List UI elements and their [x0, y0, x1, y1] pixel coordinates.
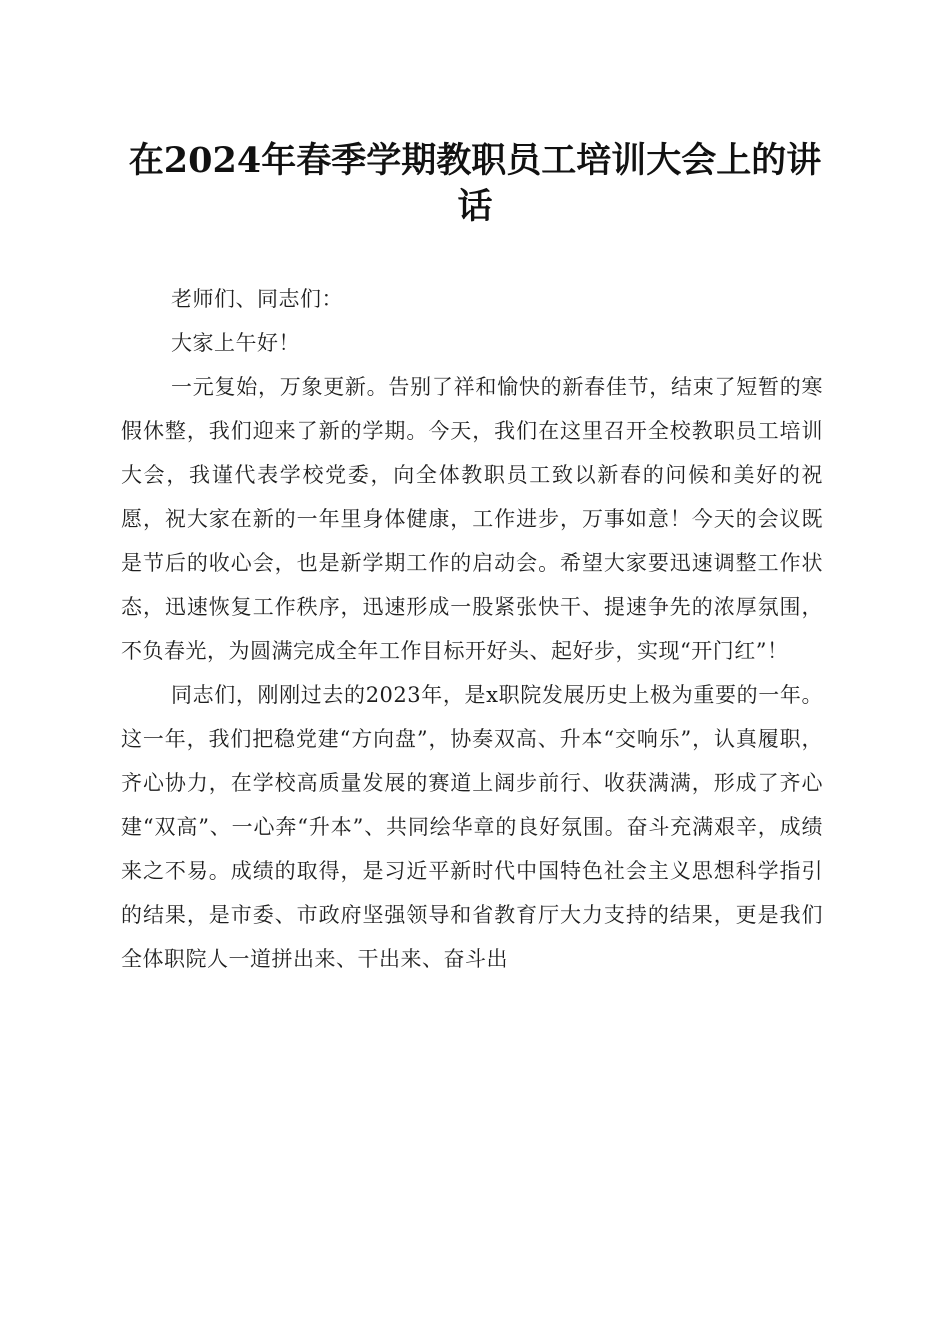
document-title: 在2024年春季学期教职员工培训大会上的讲话 [128, 140, 822, 227]
document-body [121, 277, 823, 981]
greeting: 大家上午好！ [171, 331, 300, 355]
paragraph-opening: 一元复始，万象更新。告别了祥和愉快的新春佳节，结束了短暂的寒假休整，我们迎来了新的学期。今天，我们在这里召开全校教职员工培训大会，我谨代表学校党委，向全体教职员工致以新春的问候和美好的祝愿，祝大家在新的一年里身体健康，工作进步，万事如意！今天的会议既是节后的收心会，也是新学期工作的启动会。希望大家要迅速调整工作状态，迅速恢复工作秩序，迅速形成一股紧张快干、提速争先的浓厚氛围，不负春光，为圆满完成全年工作目标开好头、起好步，实现“开门红”！ [121, 375, 823, 663]
paragraph-review: 同志们，刚刚过去的2023年，是x职院发展历史上极为重要的一年。这一年，我们把稳党建“方向盘”，协奏双高、升本“交响乐”，认真履职，齐心协力，在学校高质量发展的赛道上阔步前行、收获满满，形成了齐心建“双高”、一心奔“升本”、共同绘华章的良好氛围。奋斗充满艰辛，成绩来之不易。成绩的取得，是习近平新时代中国特色社会主义思想科学指引的结果，是市委、市政府坚强领导和省教育厅大力支持的结果，更是我们全体职院人一道拼出来、干出来、奋斗出 [121, 683, 823, 971]
salutation: 老师们、同志们： [171, 287, 343, 311]
